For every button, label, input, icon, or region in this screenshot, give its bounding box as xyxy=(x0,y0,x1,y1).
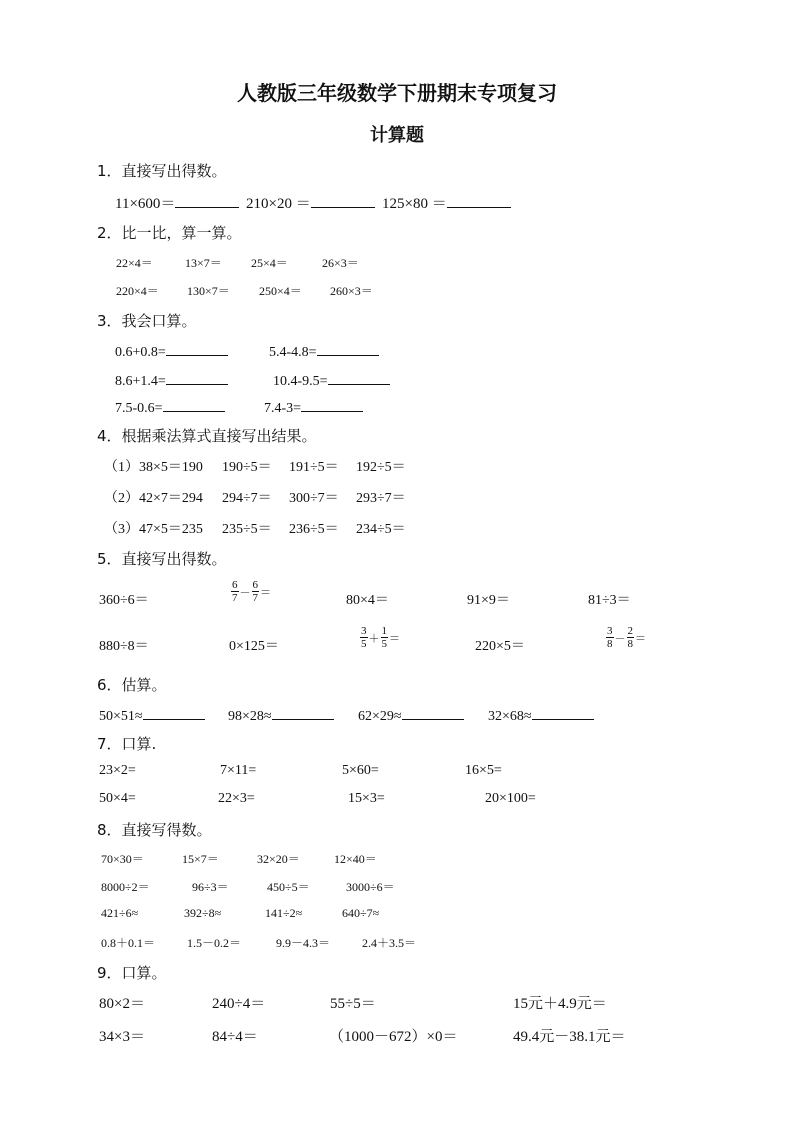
fraction: $\frac{3}{5}$ xyxy=(361,625,367,650)
answer-blank[interactable] xyxy=(175,193,239,208)
q5-item: 80×4＝ xyxy=(346,593,389,608)
q5-item: 880÷8＝ xyxy=(99,639,149,654)
q2-item: 25×4＝ xyxy=(251,256,288,270)
q5-fraction-item: $\frac{3}{5}$ ＋ $\frac{1}{5}$ ＝ xyxy=(361,625,400,650)
q6-item: 98×28≈ xyxy=(228,705,334,725)
answer-blank[interactable] xyxy=(166,370,228,385)
q4-item: 191÷5＝ xyxy=(289,460,339,475)
q4-item: 300÷7＝ xyxy=(289,491,339,506)
q5-fraction-item: $\frac{3}{8}$ － $\frac{2}{8}$ ＝ xyxy=(607,625,646,650)
answer-blank[interactable] xyxy=(163,397,225,412)
q8-item: 12×40＝ xyxy=(334,852,377,866)
q3-item: 7.5-0.6= xyxy=(115,397,225,417)
q9-item: 55÷5＝ xyxy=(330,996,376,1012)
q8-item: 0.8＋0.1＝ xyxy=(101,936,156,950)
q8-item: 9.9－4.3＝ xyxy=(276,936,331,950)
q8-heading: 8．直接写得数。 xyxy=(97,821,212,839)
q2-item: 26×3＝ xyxy=(322,256,359,270)
q2-item: 22×4＝ xyxy=(116,256,153,270)
q7-heading: 7．口算. xyxy=(97,735,157,753)
q4-item: 192÷5＝ xyxy=(356,460,406,475)
q4-item: 294÷7＝ xyxy=(222,491,272,506)
q8-item: 32×20＝ xyxy=(257,852,300,866)
q6-item: 32×68≈ xyxy=(488,705,594,725)
answer-blank[interactable] xyxy=(402,705,464,720)
q5-fraction-item: $\frac{6}{7}$ － $\frac{6}{7}$ ＝ xyxy=(232,579,271,604)
q2-item: 13×7＝ xyxy=(185,256,222,270)
q9-heading: 9．口算。 xyxy=(97,964,167,982)
answer-blank[interactable] xyxy=(311,193,375,208)
q3-item: 10.4-9.5= xyxy=(273,370,390,390)
q6-heading: 6．估算。 xyxy=(97,676,167,694)
q9-item: 84÷4＝ xyxy=(212,1029,258,1045)
answer-blank[interactable] xyxy=(272,705,334,720)
answer-blank[interactable] xyxy=(301,397,363,412)
fraction: $\frac{6}{7}$ xyxy=(232,579,238,604)
q8-item: 392÷8≈ xyxy=(184,906,222,920)
q4-item: 234÷5＝ xyxy=(356,522,406,537)
q2-item: 260×3＝ xyxy=(330,284,373,298)
q9-item: 80×2＝ xyxy=(99,996,145,1012)
q7-item: 22×3= xyxy=(218,791,255,806)
q3-item: 7.4-3= xyxy=(264,397,363,417)
q5-item: 0×125＝ xyxy=(229,639,279,654)
q5-item: 360÷6＝ xyxy=(99,593,149,608)
q4-item: 190÷5＝ xyxy=(222,460,272,475)
answer-blank[interactable] xyxy=(447,193,511,208)
q9-item: 240÷4＝ xyxy=(212,996,266,1012)
q4-heading: 4．根据乘法算式直接写出结果。 xyxy=(97,427,317,445)
answer-blank[interactable] xyxy=(166,341,228,356)
q3-item: 0.6+0.8= xyxy=(115,341,228,361)
page-subtitle: 计算题 xyxy=(370,125,424,146)
q1-heading: 1．直接写出得数。 xyxy=(97,162,227,180)
q1-item: 210×20 ＝ xyxy=(246,192,375,213)
page-title: 人教版三年级数学下册期末专项复习 xyxy=(237,81,557,105)
q2-item: 130×7＝ xyxy=(187,284,230,298)
q4-item: （2）42×7＝294 xyxy=(104,491,203,506)
q8-item: 2.4＋3.5＝ xyxy=(362,936,417,950)
q3-item: 8.6+1.4= xyxy=(115,370,228,390)
q2-item: 250×4＝ xyxy=(259,284,302,298)
fraction: $\frac{2}{8}$ xyxy=(627,625,633,650)
q7-item: 5×60= xyxy=(342,763,379,778)
q5-item: 91×9＝ xyxy=(467,593,510,608)
q4-item: 236÷5＝ xyxy=(289,522,339,537)
q9-item: （1000－672）×0＝ xyxy=(329,1029,458,1045)
q8-item: 96÷3＝ xyxy=(192,880,229,894)
fraction: $\frac{1}{5}$ xyxy=(381,625,387,650)
q5-heading: 5．直接写出得数。 xyxy=(97,550,227,568)
fraction: $\frac{3}{8}$ xyxy=(607,625,613,650)
q1-item: 125×80 ＝ xyxy=(382,192,511,213)
q7-item: 20×100= xyxy=(485,791,536,806)
q8-item: 1.5－0.2＝ xyxy=(187,936,242,950)
q8-item: 70×30＝ xyxy=(101,852,144,866)
q3-item: 5.4-4.8= xyxy=(269,341,379,361)
q7-item: 16×5= xyxy=(465,763,502,778)
q4-item: （1）38×5＝190 xyxy=(104,460,203,475)
q9-item: 49.4元－38.1元＝ xyxy=(513,1029,626,1045)
q9-item: 34×3＝ xyxy=(99,1029,145,1045)
answer-blank[interactable] xyxy=(328,370,390,385)
q8-item: 8000÷2＝ xyxy=(101,880,150,894)
q4-item: （3）47×5＝235 xyxy=(104,522,203,537)
q1-item: 11×600＝ xyxy=(115,192,239,213)
q2-item: 220×4＝ xyxy=(116,284,159,298)
fraction: $\frac{6}{7}$ xyxy=(252,579,258,604)
q5-item: 220×5＝ xyxy=(475,639,525,654)
q7-item: 50×4= xyxy=(99,791,136,806)
q4-item: 235÷5＝ xyxy=(222,522,272,537)
q7-item: 7×11= xyxy=(220,763,257,778)
q7-item: 15×3= xyxy=(348,791,385,806)
q6-item: 62×29≈ xyxy=(358,705,464,725)
q7-item: 23×2= xyxy=(99,763,136,778)
q5-item: 81÷3＝ xyxy=(588,593,631,608)
answer-blank[interactable] xyxy=(317,341,379,356)
q8-item: 3000÷6＝ xyxy=(346,880,395,894)
q6-item: 50×51≈ xyxy=(99,705,205,725)
q2-heading: 2．比一比，算一算。 xyxy=(97,224,242,242)
q3-heading: 3．我会口算。 xyxy=(97,312,197,330)
answer-blank[interactable] xyxy=(143,705,205,720)
answer-blank[interactable] xyxy=(532,705,594,720)
q8-item: 640÷7≈ xyxy=(342,906,380,920)
q8-item: 141÷2≈ xyxy=(265,906,303,920)
q4-item: 293÷7＝ xyxy=(356,491,406,506)
q8-item: 421÷6≈ xyxy=(101,906,139,920)
q8-item: 450÷5＝ xyxy=(267,880,310,894)
q8-item: 15×7＝ xyxy=(182,852,219,866)
q9-item: 15元＋4.9元＝ xyxy=(513,996,607,1012)
